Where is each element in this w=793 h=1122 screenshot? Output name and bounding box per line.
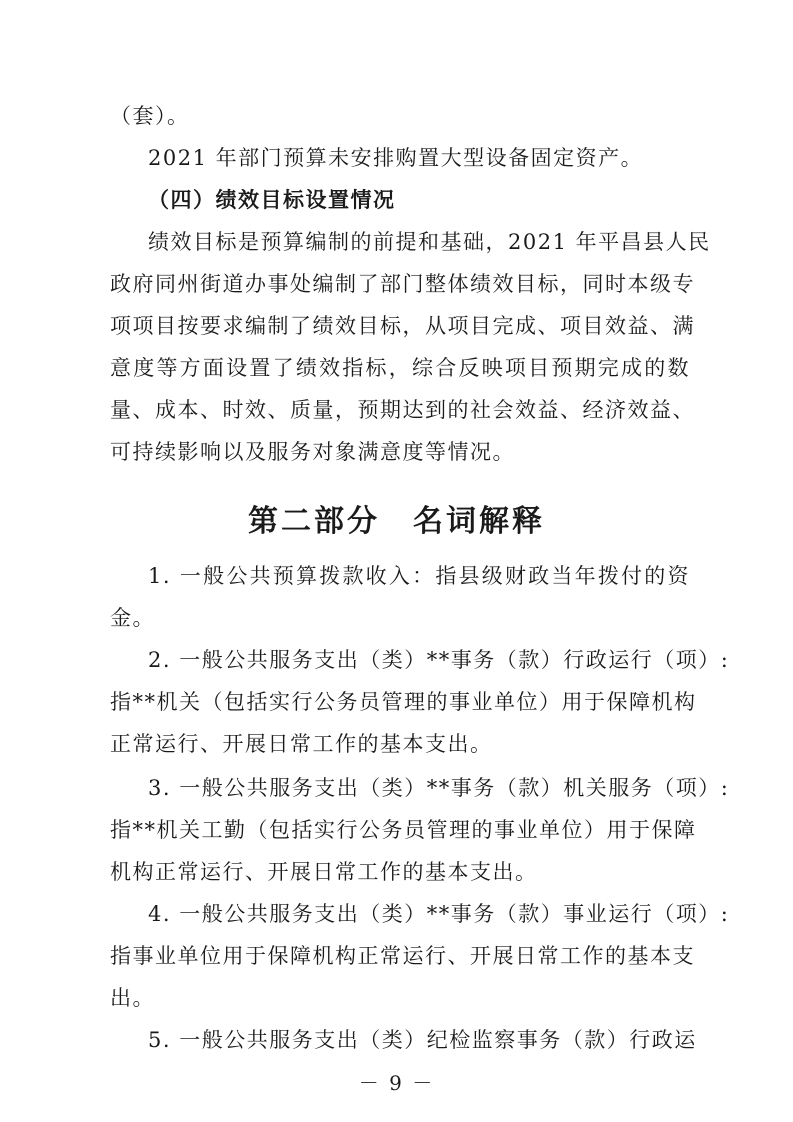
performance-goals-heading: （四）绩效目标设置情况 <box>148 187 396 212</box>
performance-goals-line: 绩效目标是预算编制的前提和基础，2021 年平昌县人民 <box>148 230 711 254</box>
term-line: 3. 一般公共服务支出（类）**事务（款）机关服务（项）: <box>148 776 730 800</box>
term-line: 2. 一般公共服务支出（类）**事务（款）行政运行（项）: <box>148 648 730 672</box>
performance-goals-line: 项项目按要求编制了绩效目标，从项目完成、项目效益、满 <box>110 314 695 338</box>
performance-goals-line: 政府同州街道办事处编制了部门整体绩效目标，同时本级专 <box>110 272 695 296</box>
part-two-title: 第二部分 名词解释 <box>248 504 545 539</box>
no-equipment-statement: 2021 年部门预算未安排购置大型设备固定资产。 <box>148 146 644 170</box>
page-number: － 9 － <box>358 1071 435 1095</box>
term-line: 1. 一般公共预算拨款收入：指县级财政当年拨付的资 <box>148 564 690 588</box>
term-line: 正常运行、开展日常工作的基本支出。 <box>110 732 493 756</box>
term-line: 出。 <box>110 986 155 1010</box>
term-line: 机构正常运行、开展日常工作的基本支出。 <box>110 860 538 884</box>
performance-goals-line: 可持续影响以及服务对象满意度等情况。 <box>110 440 515 464</box>
term-line: 指事业单位用于保障机构正常运行、开展日常工作的基本支 <box>110 944 695 968</box>
term-line: 4. 一般公共服务支出（类）**事务（款）事业运行（项）: <box>148 902 730 926</box>
term-line: 指**机关工勤（包括实行公务员管理的事业单位）用于保障 <box>110 818 697 842</box>
term-line: 金。 <box>110 606 155 630</box>
performance-goals-line: 意度等方面设置了绩效指标，综合反映项目预期完成的数 <box>110 356 690 380</box>
continued-fragment: （套）。 <box>110 104 190 128</box>
term-line: 指**机关（包括实行公务员管理的事业单位）用于保障机构 <box>110 690 697 714</box>
performance-goals-line: 量、成本、时效、质量，预期达到的社会效益、经济效益、 <box>110 398 695 422</box>
term-line: 5. 一般公共服务支出（类）纪检监察事务（款）行政运 <box>148 1028 697 1052</box>
